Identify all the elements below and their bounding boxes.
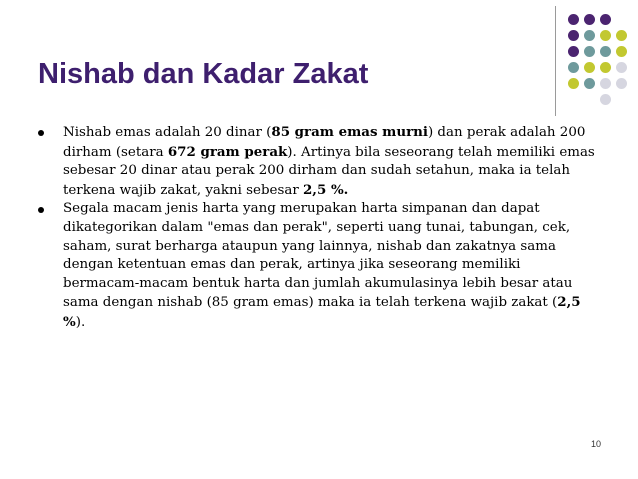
dot-purple	[600, 14, 611, 25]
dot-teal	[584, 30, 595, 41]
dot-purple	[568, 30, 579, 41]
text-segment: Segala macam jenis harta yang merupakan harta simpanan dan dapat dikategorikan dalam "emas dan perak", seperti uang tunai, tabungan, cek, saham, surat berharga ataupun yang lainnya, nishab dan zakatnya sama dengan ketentuan emas dan perak, artinya jika seseorang memiliki bermacam-macam bentuk harta dan jumlah akumulasinya lebih besar atau sama dengan nishab (85 gram emas) maka ia telah terkena wajib zakat (	[63, 201, 573, 311]
dot-teal	[584, 46, 595, 57]
page-number: 10	[591, 439, 602, 449]
text-segment-bold: 2,5 %	[63, 294, 581, 330]
dot-gray	[600, 94, 611, 105]
bullet-text	[63, 201, 581, 330]
dot-teal	[600, 46, 611, 57]
dot-teal	[568, 62, 579, 73]
slide-title: Nishab dan Kadar Zakat	[38, 58, 369, 90]
dot-gray	[600, 78, 611, 89]
text-segment-bold: 85 gram emas murni	[271, 124, 428, 140]
text-segment-bold: 2,5 %.	[302, 181, 349, 198]
bullet-item	[36, 200, 596, 332]
dot-gray	[616, 78, 627, 89]
dot-yellow	[616, 46, 627, 57]
divider-line	[555, 6, 556, 116]
dot-teal	[584, 78, 595, 89]
dot-yellow	[616, 30, 627, 41]
dot-yellow	[600, 62, 611, 73]
text-segment: ) dan perak adalah 200 dirham (setara	[63, 125, 586, 160]
dot-purple	[584, 14, 595, 25]
text-segment-bold: 672 gram perak	[167, 143, 288, 160]
slide-body	[36, 123, 596, 333]
dot-yellow	[568, 78, 579, 89]
text-segment: ). Artinya bila seseorang telah memiliki emas sebesar 20 dinar atau perak 200 dirham dan sudah setahun, maka ia telah terkena wajib zakat, yakni sebesar	[63, 144, 595, 198]
dot-gray	[616, 62, 627, 73]
dot-purple	[568, 46, 579, 57]
text-segment: ).	[75, 314, 86, 330]
text-segment: Nishab emas adalah 20 dinar (	[63, 125, 272, 140]
bullet-dot-icon	[38, 130, 44, 136]
dot-purple	[568, 14, 579, 25]
dot-yellow	[584, 62, 595, 73]
dot-yellow	[600, 30, 611, 41]
bullet-text	[63, 125, 595, 198]
bullet-item	[36, 123, 596, 200]
bullet-dot-icon	[38, 207, 44, 213]
